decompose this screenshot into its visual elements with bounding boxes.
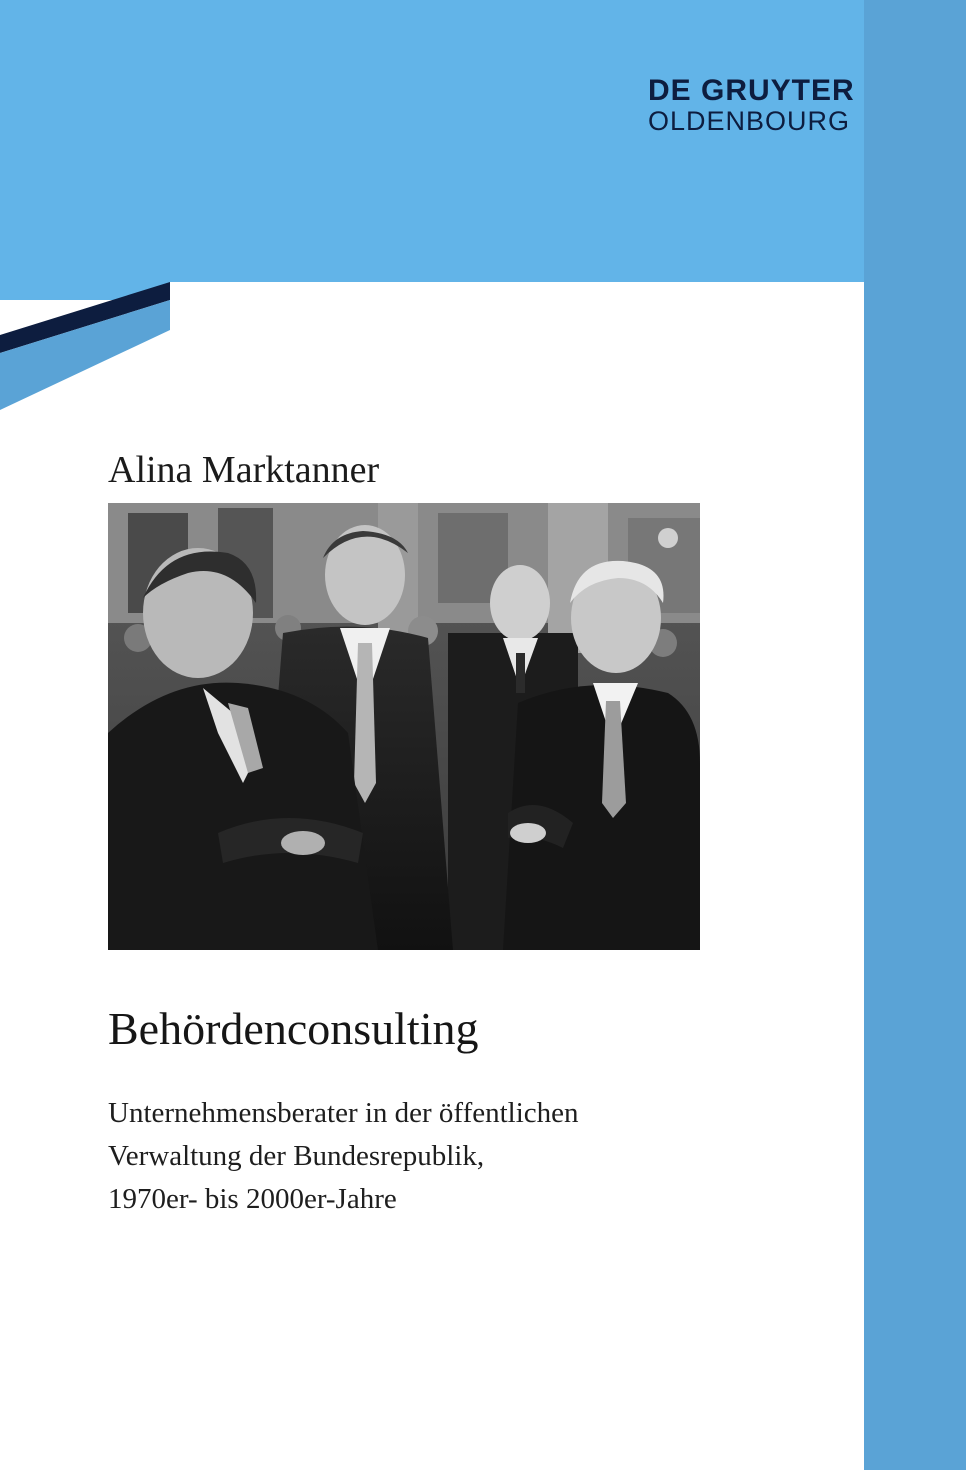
cover-photo	[108, 503, 700, 950]
book-title: Behördenconsulting	[108, 1003, 479, 1054]
right-blue-band	[864, 0, 966, 1470]
book-subtitle	[108, 1092, 579, 1221]
publisher-logo	[648, 76, 855, 135]
publisher-line1: DE GRUYTER	[648, 74, 855, 107]
author-name: Alina Marktanner	[108, 449, 380, 491]
publisher-line2: OLDENBOURG	[648, 106, 851, 136]
subtitle-line2: Verwaltung der Bundesrepublik,	[108, 1140, 485, 1172]
subtitle-line1: Unternehmensberater in der öffentlichen	[108, 1097, 579, 1129]
subtitle-line3: 1970er- bis 2000er-Jahre	[108, 1183, 397, 1215]
navy-wedge-stripe	[0, 0, 170, 420]
